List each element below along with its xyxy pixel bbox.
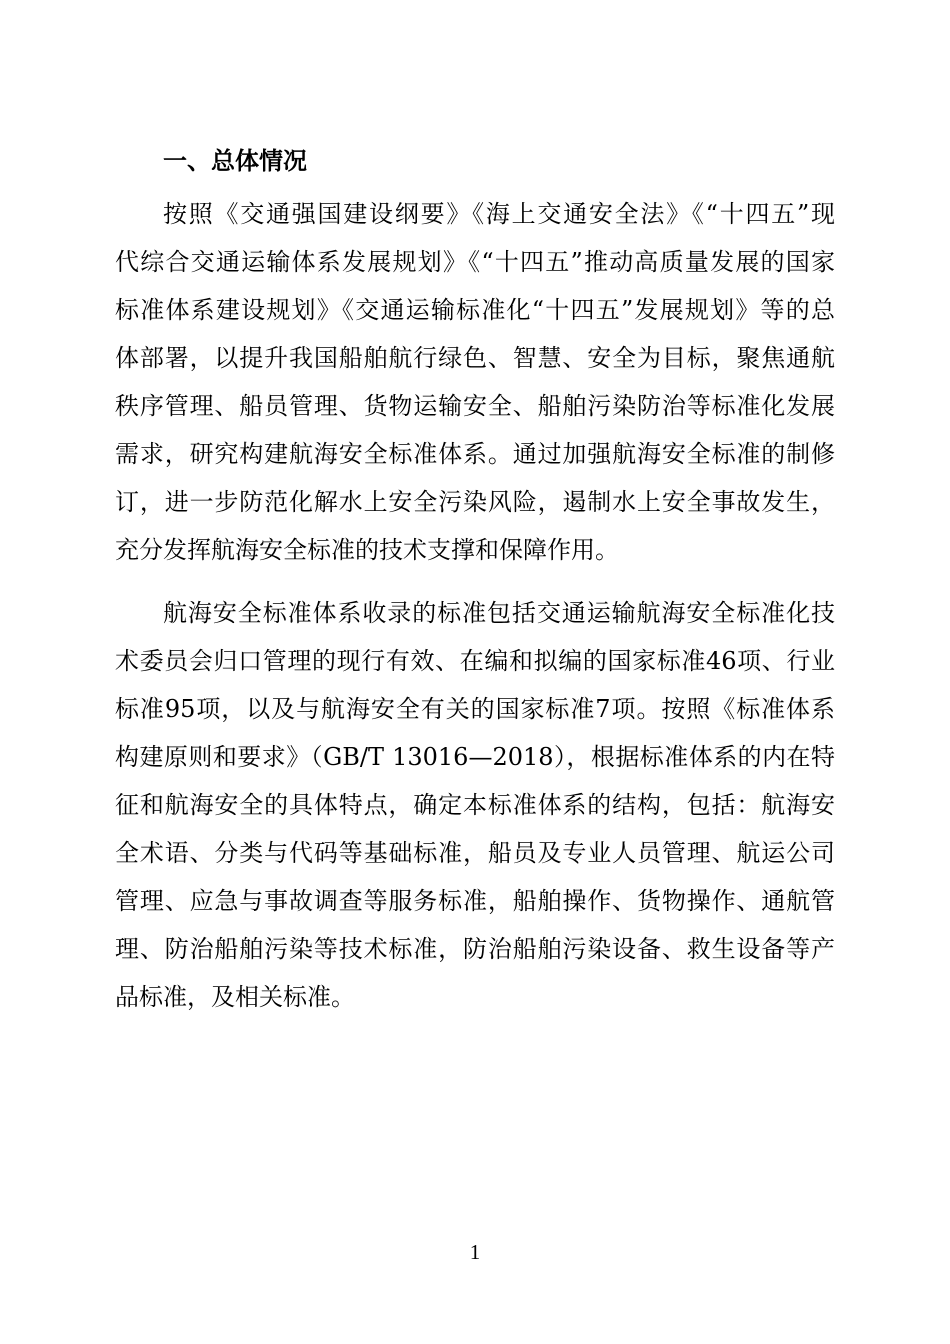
paragraph-1-line-7: 订，进一步防范化解水上安全污染风险，遏制水上安全事故发生， <box>115 488 835 516</box>
paragraph-2-line-9: 品标准，及相关标准。 <box>115 983 355 1011</box>
paragraph-1-line-3: 标准体系建设规划》《交通运输标准化“十四五”发展规划》等的总 <box>115 296 835 324</box>
paragraph-1-line-2: 代综合交通运输体系发展规划》《“十四五”推动高质量发展的国家 <box>115 248 835 276</box>
paragraph-2-line-4: 构建原则和要求》（GB/T 13016—2018），根据标准体系的内在特 <box>115 743 835 771</box>
paragraph-1-line-1: 按照《交通强国建设纲要》《海上交通安全法》《“十四五”现 <box>163 200 835 228</box>
paragraph-1-line-6: 需求，研究构建航海安全标准体系。通过加强航海安全标准的制修 <box>115 440 835 468</box>
paragraph-2-line-3: 标准95项，以及与航海安全有关的国家标准7项。按照《标准体系 <box>115 695 835 723</box>
paragraph-2-line-8: 理、防治船舶污染等技术标准，防治船舶污染设备、救生设备等产 <box>115 935 835 963</box>
paragraph-2-line-1: 航海安全标准体系收录的标准包括交通运输航海安全标准化技 <box>163 599 835 627</box>
paragraph-1-line-4: 体部署，以提升我国船舶航行绿色、智慧、安全为目标，聚焦通航 <box>115 344 835 372</box>
paragraph-2-line-5: 征和航海安全的具体特点，确定本标准体系的结构，包括：航海安 <box>115 791 835 819</box>
page-number: 1 <box>469 1240 481 1264</box>
paragraph-2-line-6: 全术语、分类与代码等基础标准，船员及专业人员管理、航运公司 <box>115 839 835 867</box>
paragraph-2-line-7: 管理、应急与事故调查等服务标准，船舶操作、货物操作、通航管 <box>115 887 835 915</box>
paragraph-1-line-5: 秩序管理、船员管理、货物运输安全、船舶污染防治等标准化发展 <box>115 392 835 420</box>
paragraph-1-line-8: 充分发挥航海安全标准的技术支撑和保障作用。 <box>115 536 619 564</box>
paragraph-2-line-2: 术委员会归口管理的现行有效、在编和拟编的国家标准46项、行业 <box>115 647 835 675</box>
section-heading: 一、总体情况 <box>163 147 307 175</box>
